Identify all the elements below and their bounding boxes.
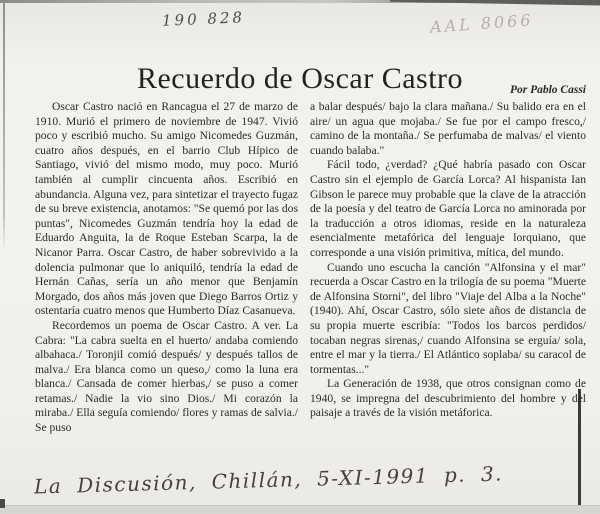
handwritten-archive-number: 190 828 xyxy=(161,8,246,30)
left-column xyxy=(35,100,298,436)
handwritten-pencil-code: AAL 8066 xyxy=(429,10,535,37)
scan-bottom-left-mark xyxy=(0,499,5,508)
paragraph: La Generación de 1938, que otros consignan como de 1940, se impregna del descubrimiento del hombre y del paisaje a través de la visión metáforica. xyxy=(310,377,586,420)
paragraph: Cuando uno escucha la canción "Alfonsina y el mar" recuerda a Oscar Castro en la trilogía de su poema "Muerte de Alfonsina Storni", del libro "Viaje del Alba a la Noche" (1940). Ahí, Oscar Castro, sólo siete años de distancia de su propia muerte escribía: "Todos los barcos perdidos/ tocaban negras sirenas,/ cuando Alfonsina se erguía/ sola, entre el mar y la tierra./ El Atlántico soplaba/ su caracol de tormentas..." xyxy=(310,260,586,376)
scan-top-right-shadow xyxy=(390,0,600,10)
paragraph: Recordemos un poema de Oscar Castro. A ver. La Cabra: "La cabra suelta en el huerto/ andaba comiendo albahaca./ Toronjil comió después/ y después tallos de malva./ Era blanca como un queso,/ como la luna era blanca./ Cansada de comer hierbas,/ se puso a comer retamas./ Nadie la vio sino Dios./ Mi corazón la miraba./ Ella seguía comiendo/ flores y ramas de salvia./ Se puso xyxy=(35,318,298,435)
right-column xyxy=(310,100,586,436)
paragraph: a balar después/ bajo la clara mañana./ Su balido era en el aire/ un agua que mojaba./ Se fue por el campo fresco,/ camino de la montaña./ Se perfumaba de malvas/ el viento cuando balaba." xyxy=(310,100,586,157)
article-byline: Por Pablo Cassi xyxy=(509,84,586,96)
paragraph: Fácil todo, ¿verdad? ¿Qué habría pasado con Oscar Castro sin el ejemplo de García Lorca? Al hispanista Ian Gibson le parece muy probable que la clave de la atracción de la poesía y del teatro de García Lorca no aminorada por la traducción a otros idiomas, reside en la naturaleza esencialmente metafórica del lenguaje lorquiano, que corresponde a una visión primitiva, mítica, del mundo. xyxy=(310,158,586,259)
paragraph: Oscar Castro nació en Rancagua el 27 de marzo de 1910. Murió el primero de noviembre de 1947. Vivió poco y escribió mucho. Su amigo Nicomedes Guzmán, cuatro años después, en el barrio Club Hípico de Santiago, vivió del mismo modo, muy poco. Murió también al cumplir cincuenta años. Escribió en abundancia. Alguna vez, para sintetizar el trayecto fugaz de su breve existencia, anotamos: "Se quemó por las dos puntas", Nicomedes Guzmán tendría hoy la edad de Eduardo Anguita, la de Roque Esteban Scarpa, la de Nicanor Parra. Oscar Castro, de haber sobrevivido a la dolencia pulmonar que lo aniquiló, tendría la edad de Hernán Cañas, sería un año menor que Benjamín Morgado, dos años más joven que Diego Barros Ortiz y ostentaría cuatro menos que Humberto Díaz Casanueva. xyxy=(35,100,298,318)
scan-bottom-edge xyxy=(0,505,600,514)
article-title: Recuerdo de Oscar Castro xyxy=(136,62,464,96)
handwritten-source-citation: La Discusión, Chillán, 5-XI-1991 p. 3. xyxy=(33,461,504,499)
article-body xyxy=(35,100,586,436)
scan-left-edge xyxy=(3,2,5,252)
